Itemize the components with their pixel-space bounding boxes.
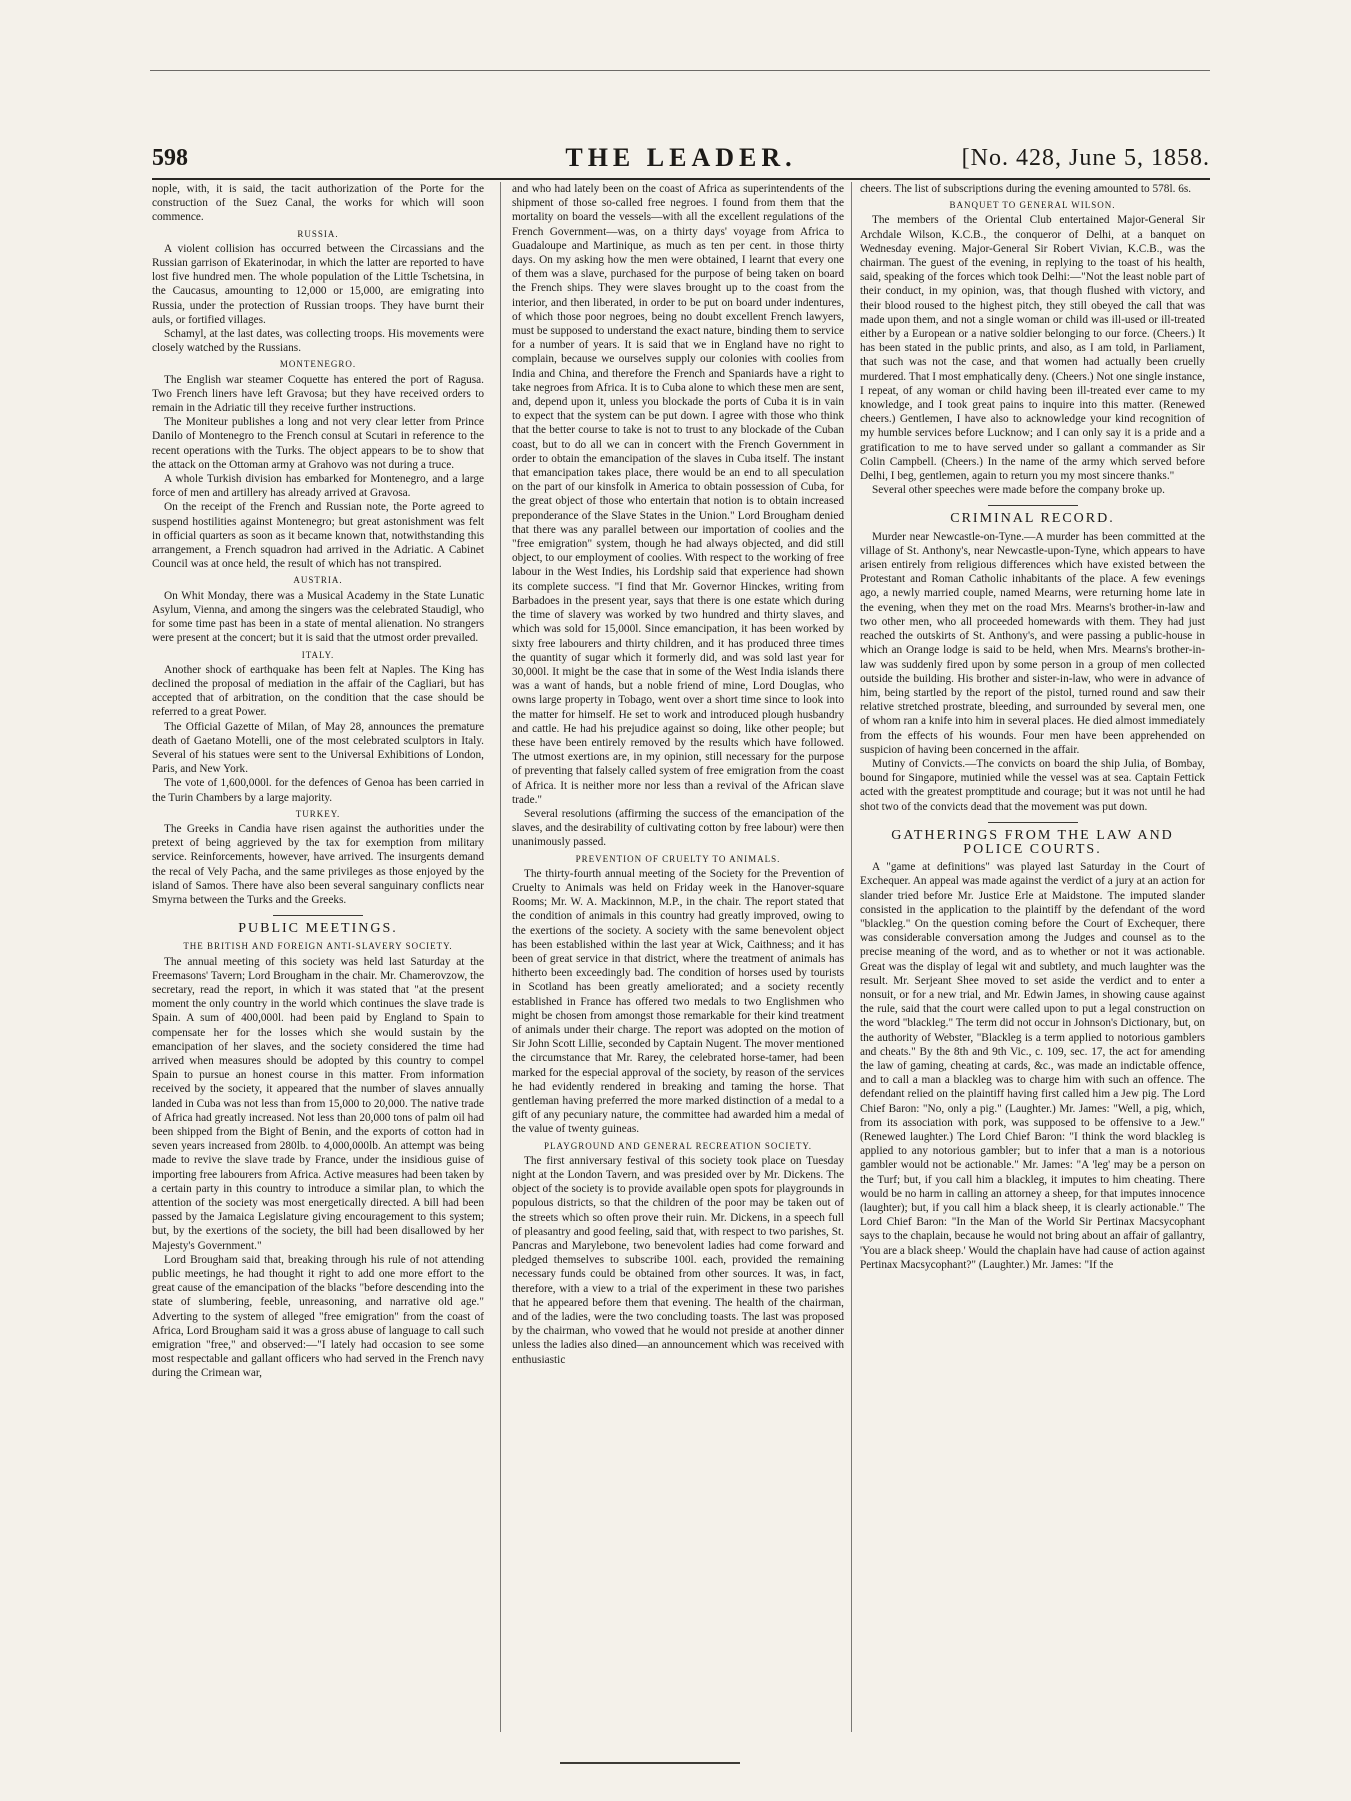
- paragraph: The Greeks in Candia have risen against the authorities under the pretext of being aggrieved by the tax for exemption from military service. Reinforcements, however, have arrived. The insurgents demand the recal of Vely Pacha, and the same privileges as those enjoyed by the island of Samos. There have also been several sanguinary conflicts near Smyrna between the Turks and the Greeks.: [152, 822, 484, 906]
- section-heading-turkey: TURKEY.: [295, 808, 341, 819]
- paragraph: Another shock of earthquake has been felt at Naples. The King has declined the proposal of mediation in the affair of the Cagliari, but has accepted that of arbitration, on the condition that the case should be referred to a great Power.: [152, 663, 484, 719]
- column-divider: [851, 182, 852, 1732]
- masthead: THE LEADER.: [565, 143, 797, 172]
- paragraph: nople, with, it is said, the tacit authorization of the Porte for the construction of the Suez Canal, the works for which will soon commence.: [152, 183, 484, 224]
- column-1: [152, 182, 484, 1737]
- column-3: [860, 182, 1205, 1737]
- subheading-banquet: BANQUET TO GENERAL WILSON.: [949, 200, 1116, 211]
- paragraph: Mutiny of Convicts.—The convicts on board the ship Julia, of Bombay, bound for Singapore, mutinied while the vessel was at sea. Captain Fettick acted with the greatest promptitude and courage; but it was not until he had shot two of the convicts dead that the movement was put down.: [860, 757, 1205, 813]
- paragraph: A violent collision has occurred between the Circassians and the Russian garrison of Ekaterinodar, in which the latter are reported to have lost five hundred men. The whole population of the Little Tschetsina, in the Caucasus, amounting to 12,000 or 15,000, are emigrating into Russia, under the protection of Russian troops. They have burnt their auls, or fortified villages.: [152, 242, 484, 326]
- paragraph: The Official Gazette of Milan, of May 28, announces the premature death of Gaetano Motelli, one of the most celebrated sculptors in Italy. Several of his statues were sent to the Universal Exhibitions of London, Paris, and New York.: [152, 720, 484, 776]
- section-heading-public-meetings: PUBLIC MEETINGS.: [238, 921, 398, 937]
- paragraph: The vote of 1,600,000l. for the defences of Genoa has been carried in the Turin Chambers by a large majority.: [152, 777, 484, 804]
- paragraph: Lord Brougham said that, breaking through his rule of not attending public meetings, he had thought it right to add one more effort to the great cause of the emancipation of the blacks "before descending into the state of slumbering, feeble, unreasoning, and narrative old age." Adverting to the system of alleged "free emigration" from the coast of Africa, Lord Brougham said it was a gross abuse of language to call such emigration "free," and observed:—"I lately had occasion to see some most respectable and gallant officers who had served in the French navy during the Crimean war,: [152, 1253, 484, 1380]
- section-heading-austria: AUSTRIA.: [293, 575, 343, 586]
- header-rule: [152, 178, 1210, 180]
- section-heading-russia: RUSSIA.: [297, 228, 339, 239]
- paragraph: and who had lately been on the coast of Africa as superintendents of the shipment of those so-called free negroes. I found from them that the mortality on board the vessels—with all the excellent regulations of the French Government—was, on a thirty days' voyage from Africa to Guadaloupe and Martinique, as much as ten per cent. in those thirty days. On my asking how the men were obtained, I learnt that every one of them was a slave, purchased for the purpose of being taken on board the French ships. They were slaves brought up to the coast from the interior, and then liberated, in order to be put on board under indentures, of which those poor negroes, being no doubt excellent French lawyers, must be supposed to understand the exact nature, binding them to service for a number of years. It is said that we in England have no right to complain, because we ourselves supply our colonies with coolies from India and China, and therefore the French and Spaniards have a right to take negroes from Africa. It is to Cuba alone to which these men are sent, and, depend upon it, unless you blockade the ports of Cuba it is in vain to expect that the system can be put down. I agree with those who think that the better course to take is not to trust to any blockade of the Cuban coast, but to do all we can in concert with the French Government in order to obtain the emancipation of the slaves in Cuba itself. The instant that emancipation takes place, there would be an end to all speculation on the part of our kinsfolk in America to obtain possession of Cuba, for the great object of those who entertain that notion is to obtain increased preponderance of the Slave States in the Union." Lord Brougham denied that there was any parallel between our importation of coolies and the "free emigration" system, though he had always objected, and did still object, to our employment of coolies. With respect to the working of free labour in the West Indies, his Lordship said that experience had shown its complete success. "I find that Mr. Governor Hinckes, writing from Barbadoes in the present year, says that there is one estate which during the time of slavery was worked by two hundred and thirty slaves, and which was sold for 15,000l. Since emancipation, it has been worked by sixty free labourers and thirty children, and it has produced three times the quantity of sugar which it formerly did, and was sold last year for 30,000l. It might be the case that in some of the West India islands there was a want of hands, but a noble friend of mine, Lord Douglas, who owns large property in Tobago, went over a short time since to look into the matter for himself. He set to work and introduced plough husbandry and cattle. He had his prejudice against so doing, like other people; but these have been entirely removed by the results which have followed. The utmost exertions are, in my opinion, still necessary for the purpose of preventing that falsely called system of free emigration from the coast of Africa. It is neither more nor less than a revival of the African slave trade.": [512, 183, 844, 806]
- paragraph: Several resolutions (affirming the success of the emancipation of the slaves, and the desirability of cultivating cotton by free labour) were then unanimously passed.: [512, 807, 844, 849]
- paragraph: The members of the Oriental Club entertained Major-General Sir Archdale Wilson, K.C.B., the conqueror of Delhi, at a banquet on Wednesday evening. Major-General Sir Robert Vivian, K.C.B., was the chairman. The guest of the evening, in replying to the toast of his health, said, speaking of the forces which took Delhi:—"Not the least noble part of their conduct, in my opinion, was, that though flushed with victory, and their blood roused to the highest pitch, they still obeyed the call that was made upon them, and not a single woman or child was ill-used or ill-treated either by a European or a native soldier belonging to our force. (Cheers.) It has been stated in the public prints, and also, as I am told, in Parliament, that such was not the case, and that women had actually been cruelly murdered. That I most emphatically deny. (Cheers.) Not one single instance, I repeat, of any woman or child having been ill-treated ever came to my knowledge, and I took great pains to inquire into this matter. (Renewed cheers.) Gentlemen, I have also to acknowledge your kind recognition of my humble services before Lucknow; and I can only say it is a pride and a gratification to me to have served under so gallant a commander as Sir Colin Campbell. (Cheers.) In the name of the army which served before Delhi, I beg, gentlemen, again to return you my most sincere thanks.": [860, 214, 1205, 483]
- paragraph: cheers. The list of subscriptions during the evening amounted to 578l. 6s.: [860, 183, 1192, 195]
- subheading-cruelty-to-animals: PREVENTION OF CRUELTY TO ANIMALS.: [575, 853, 781, 864]
- issue-number: [No. 428, June 5, 1858.: [961, 145, 1210, 171]
- paragraph: The Moniteur publishes a long and not very clear letter from Prince Danilo of Montenegro to the French consul at Scutari in reference to the recent operations with the Turks. The object appears to be to show that the attack on the Ottoman army at Grahovo was not during a truce.: [152, 416, 484, 471]
- column-2: [512, 182, 844, 1737]
- section-heading-criminal-record: CRIMINAL RECORD.: [950, 511, 1115, 527]
- paragraph: The annual meeting of this society was held last Saturday at the Freemasons' Tavern; Lord Brougham in the chair. Mr. Chamerovzow, the secretary, read the report, in which it was stated that "at the present moment the only country in the world which continues the slave trade is Spain. A sum of 400,000l. had been paid by England to Spain to compensate her for the losses which she would sustain by the emancipation of her slaves, and the society considered the time had arrived when measures should be adopted by this country to compel Spain to pursue an honest course in this matter. From information received by the society, it appeared that the number of slaves annually landed in Cuba was not less than from 15,000 to 20,000. The native trade of Africa had greatly increased. Not less than 20,000 tons of palm oil had been shipped from the Bight of Benin, and the exports of cotton had in seven years increased from 280lb. to 4,000,000lb. An attempt was being made to revive the slave trade by France, under the insidious guise of importing free labourers from Africa. Active measures had been taken by a certain party in this country to introduce a similar plan, to which the attention of the society was most energetically directed. A bill had been passed by the Jamaica Legislature giving encouragement to this system; but, by the exertions of the society, the bill had been disallowed by her Majesty's Government.": [152, 955, 484, 1252]
- divider: [988, 505, 1078, 506]
- page-header: [152, 143, 1210, 177]
- bottom-rule: [560, 1762, 740, 1764]
- section-heading-italy: ITALY.: [301, 649, 335, 660]
- subheading-anti-slavery: THE BRITISH AND FOREIGN ANTI-SLAVERY SOCIETY.: [183, 941, 453, 952]
- page-number: 598: [152, 145, 188, 171]
- section-heading-law-courts: GATHERINGS FROM THE LAW AND POLICE COURTS.: [891, 827, 1174, 857]
- paragraph: A whole Turkish division has embarked for Montenegro, and a large force of men and artillery has already arrived at Gravosa.: [152, 473, 484, 500]
- subheading-playground-society: PLAYGROUND AND GENERAL RECREATION SOCIETY.: [544, 1140, 812, 1151]
- paragraph: A "game at definitions" was played last Saturday in the Court of Exchequer. An appeal was made against the verdict of a jury at an action for slander tried before Mr. Justice Erle at Maidstone. The imputed slander consisted in the application to the plaintiff by the defendant of the word "blackleg." On the question coming before the Court of Exchequer, there was considerable conversation among the Judges and counsel as to the precise meaning of the word, and as to whether or not it was actionable. Great was the display of legal wit and subtlety, and much laughter was the result. Mr. Serjeant Shee moved to set aside the verdict and to enter a nonsuit, or for a new trial, and Mr. Edwin James, in showing cause against the rule, said that the court were called upon to put a legal construction on the word "blackleg." The term did not occur in Johnson's Dictionary, but, on the authority of Webster, "Blackleg is a term applied to notorious gamblers and cheats." By the 8th and 9th Vic., c. 109, sec. 17, the act for amending the law of gaming, cheating at cards, &c., was made an indictable offence, and to call a man a blackleg was to charge him with such an offence. The defendant relied on the plaintiff having first called him a Jew pig. The Lord Chief Baron: "No, only a pig." (Laughter.) Mr. James: "Well, a pig, which, from its association with pork, was supposed to be offensive to a Jew." (Renewed laughter.) The Lord Chief Baron: "I think the word blackleg is applied to any notorious gambler; but to infer that a man is a notorious gambler would not be actionable." Mr. James: "A 'leg' may be a person on the Turf; but, if you call him a blackleg, it imputes to him cheating. There would be no harm in calling an attorney a sheep, for that imputes innocence (laughter); but, if you call him a black sheep, it is clearly actionable." The Lord Chief Baron: "In the Man of the World Sir Pertinax Macsycophant says to the chaplain, because he would not bring about an affair of gallantry, 'You are a black sheep.' Would the chaplain have had cause of action against Pertinax Macsycophant?" (Laughter.) Mr. James: "If the: [860, 861, 1205, 1271]
- paragraph: Schamyl, at the last dates, was collecting troops. His movements were closely watched by the Russians.: [152, 328, 484, 355]
- paragraph: On Whit Monday, there was a Musical Academy in the State Lunatic Asylum, Vienna, and among the singers was the celebrated Staudigl, who for some time past has been in a state of mental alienation. No strangers were present at the concert; but it is said that the utmost order prevailed.: [152, 589, 484, 645]
- top-rule: [150, 70, 1210, 71]
- column-divider: [500, 182, 501, 1732]
- paragraph: On the receipt of the French and Russian note, the Porte agreed to suspend hostilities against Montenegro; but great astonishment was felt in official quarters as soon as it became known that, notwithstanding this arrangement, a French squadron had arrived in the Adriatic. A Cabinet Council was at once held, the result of which has not transpired.: [152, 501, 484, 571]
- divider: [988, 822, 1078, 823]
- paragraph: The thirty-fourth annual meeting of the Society for the Prevention of Cruelty to Animals was held on Friday week in the Hanover-square Rooms; Mr. W. A. Mackinnon, M.P., in the chair. The report stated that the condition of animals in this country had greatly improved, owing to the exertions of the society. A society with the same benevolent object has been established within the last year at Wick, Caithness; and it has been of great service in that district, where the treatment of animals has hitherto been exceedingly bad. The condition of horses used by tourists in Scotland has been greatly ameliorated; and a society recently established in France has offered two medals to two Englishmen who might be chosen from amongst those remarkable for their kind treatment of animals under their charge. The report was adopted on the motion of Sir John Scott Lillie, seconded by Captain Nugent. The mover mentioned the circumstance that Mr. Rarey, the celebrated horse-tamer, had been marked for the especial approval of the society, by reason of the services he had evidently rendered in breaking and taming the horse. That gentleman having preferred the more marked distinction of a medal to a gift of any pecuniary nature, the committee had awarded him a medal of the value of twenty guineas.: [512, 867, 844, 1136]
- paragraph: The first anniversary festival of this society took place on Tuesday night at the London Tavern, and was presided over by Mr. Dickens. The object of the society is to provide available open spots for playgrounds in populous districts, so that the children of the poor may be taken out of the streets which so often prove their ruin. Mr. Dickens, in a speech full of pleasantry and good feeling, said that, with respect to two parishes, St. Pancras and Marylebone, two benevolent ladies had come forward and pledged themselves to subscribe 100l. each, provided the remaining necessary funds could be obtained from other sources. It was, in fact, therefore, with a view to a trial of the experiment in these two parishes that he appeared before them that evening. The health of the chairman, and of the ladies, were the two concluding toasts. The last was proposed by the chairman, who vowed that he would not preside at another dinner unless the ladies also dined—an announcement which was received with enthusiastic: [512, 1154, 844, 1366]
- paragraph: The English war steamer Coquette has entered the port of Ragusa. Two French liners have left Gravosa; but they have received orders to remain in the Adriatic till they receive further instructions.: [152, 373, 484, 415]
- paragraph: Murder near Newcastle-on-Tyne.—A murder has been committed at the village of St. Anthony's, near Newcastle-upon-Tyne, which appears to have arisen entirely from religious differences which have existed between the Protestant and Roman Catholic inhabitants of the place. A few evenings ago, a newly married couple, named Mearns, were returning home late in the evening, when they met on the road Mrs. Mearns's brother-in-law and two other men, who all proceeded homewards with them. They had just reached the outskirts of St. Anthony's, and were passing a public-house in which an Orange lodge is said to be held, when Mrs. Mearns's brother-in-law was suddenly fired upon by some person in a group of men collected outside the building. His brother and sister-in-law, who were in advance of him, being startled by the report of the pistol, turned round and saw their relative stretched prostrate, bleeding, and surrounded by several men, one of whom ran a knife into him in several places. He died almost immediately from the effects of his wounds. Four men have been apprehended on suspicion of having been concerned in the affair.: [860, 530, 1205, 756]
- paragraph: Several other speeches were made before the company broke up.: [872, 484, 1165, 497]
- divider: [273, 915, 363, 916]
- section-heading-montenegro: MONTENEGRO.: [279, 359, 357, 370]
